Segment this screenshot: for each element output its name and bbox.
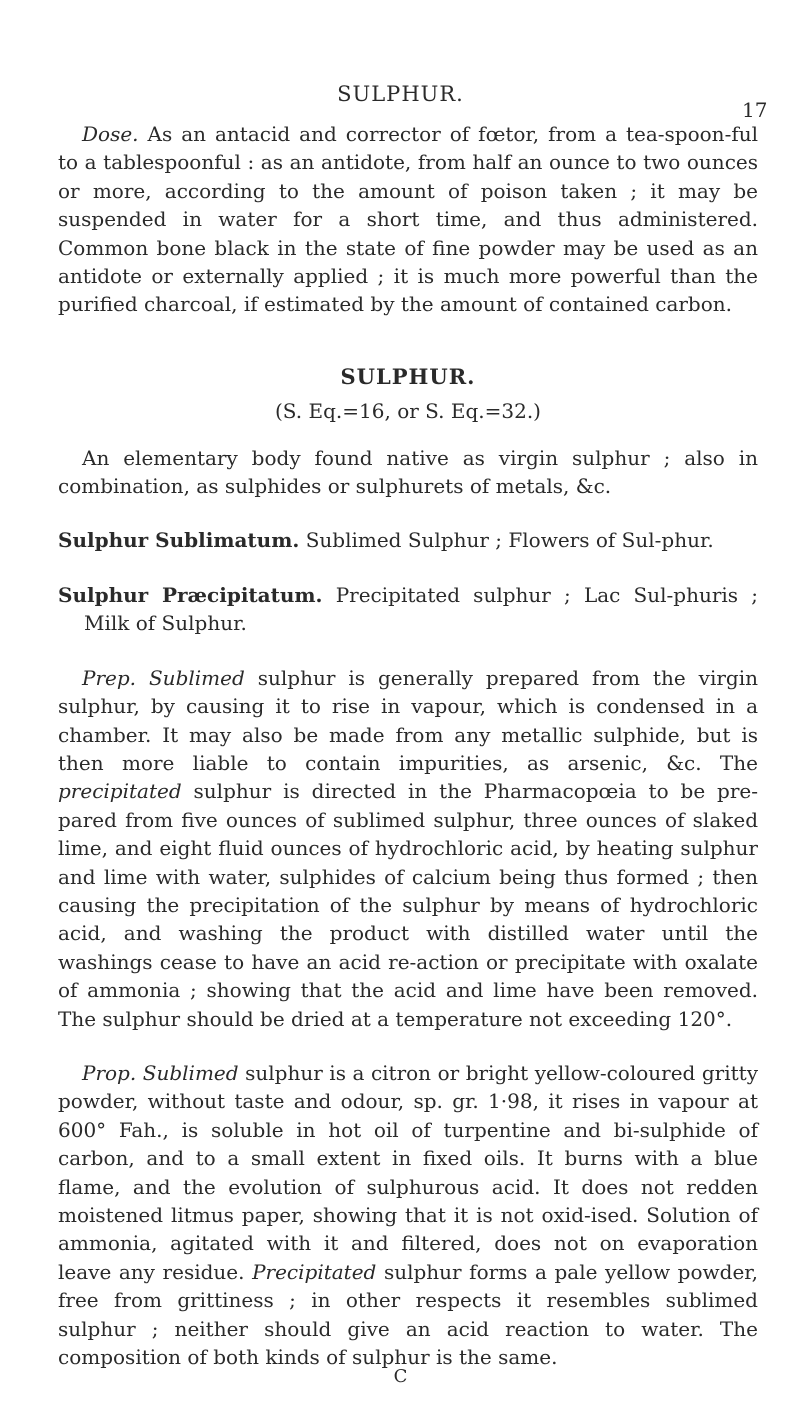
- prop-subject-2: Precipitated: [252, 1259, 377, 1284]
- dose-paragraph: [58, 120, 758, 319]
- running-head: SULPHUR.: [337, 82, 464, 106]
- dose-label: Dose.: [82, 122, 139, 146]
- prep-subject-2: precipitated: [58, 779, 182, 804]
- prep-text-2: sulphur is directed in the Pharmacopœia to be pre-pared from five ounces of sublimed sulphur, three ounces of slaked lime, and eight fluid ounces of hydrochloric acid, by heating sulphur and lime with water, sulphides of calcium being thus formed ; then causing the precipitation of the sulphur by means of hydrochloric acid, and washing the product with distilled water until the washings cease to have an acid re-action or precipitate with oxalate of ammonia ; showing that the acid and lime have been removed. The sulphur should be dried at a temperature not exceeding 120°.: [58, 779, 758, 1031]
- section-equivalents: (S. Eq.=16, or S. Eq.=32.): [275, 399, 541, 424]
- prep-paragraph: [58, 664, 758, 1033]
- prop-label: Prop.: [82, 1060, 137, 1085]
- prop-text-2: sulphur forms a pale yellow powder, free from grittiness ; in other respects it resembles sublimed sulphur ; neither should give an acid reaction to water. The composition of both kinds of sulphur is the same.: [58, 1259, 759, 1370]
- preparation-synonyms: Sublimed Sulphur ; Flowers of Sul-phur.: [305, 528, 714, 553]
- preparation-name: Sulphur Præcipitatum.: [58, 582, 323, 607]
- section-intro: An elementary body found native as virgin sulphur ; also in combination, as sulphides or sulphurets of metals, &c.: [58, 445, 758, 499]
- preparation-entry: [58, 526, 758, 554]
- preparation-synonyms: Precipitated sulphur ; Lac Sul-phuris ; Milk of Sulphur.: [84, 582, 758, 636]
- page-number: 17: [742, 98, 768, 122]
- preparation-name: Sulphur Sublimatum.: [58, 528, 300, 553]
- preparation-entry: [58, 581, 758, 638]
- prep-subject: Sublimed: [148, 665, 245, 690]
- prep-text-1: sulphur is generally prepared from the virgin sulphur, by causing it to rise in vapour, which is condensed in a chamber. It may also be made from any metallic sulphide, but is then more liable to contain impurities, as arsenic, &c. The: [58, 665, 758, 775]
- prep-label: Prep.: [82, 665, 137, 690]
- prop-paragraph: [58, 1059, 758, 1371]
- section-title: SULPHUR.: [340, 363, 476, 389]
- prop-subject: Sublimed: [142, 1060, 239, 1085]
- prop-text-1: sulphur is a citron or bright yellow-coloured gritty powder, without taste and odour, sp. gr. 1·98, it rises in vapour at 600° Fah., is soluble in hot oil of turpentine and bi-sulphide of carbon, and to a small extent in fixed oils. It burns with a blue flame, and the evolution of sulphurous acid. It does not redden moistened litmus paper, showing that it is not oxid-ised. Solution of ammonia, agitated with it and filtered, does not on evaporation leave any residue.: [58, 1060, 759, 1284]
- dose-text: As an antacid and corrector of fœtor, from a tea-spoon-ful to a tablespoonful : as an antidote, from half an ounce to two ounces or more, according to the amount of poison taken ; it may be suspended in water for a short time, and thus administered. Common bone black in the state of fine powder may be used as an antidote or externally applied ; it is much more powerful than the purified charcoal, if estimated by the amount of contained carbon.: [58, 122, 759, 317]
- page-body: [58, 120, 758, 1371]
- signature-mark: C: [393, 1366, 408, 1387]
